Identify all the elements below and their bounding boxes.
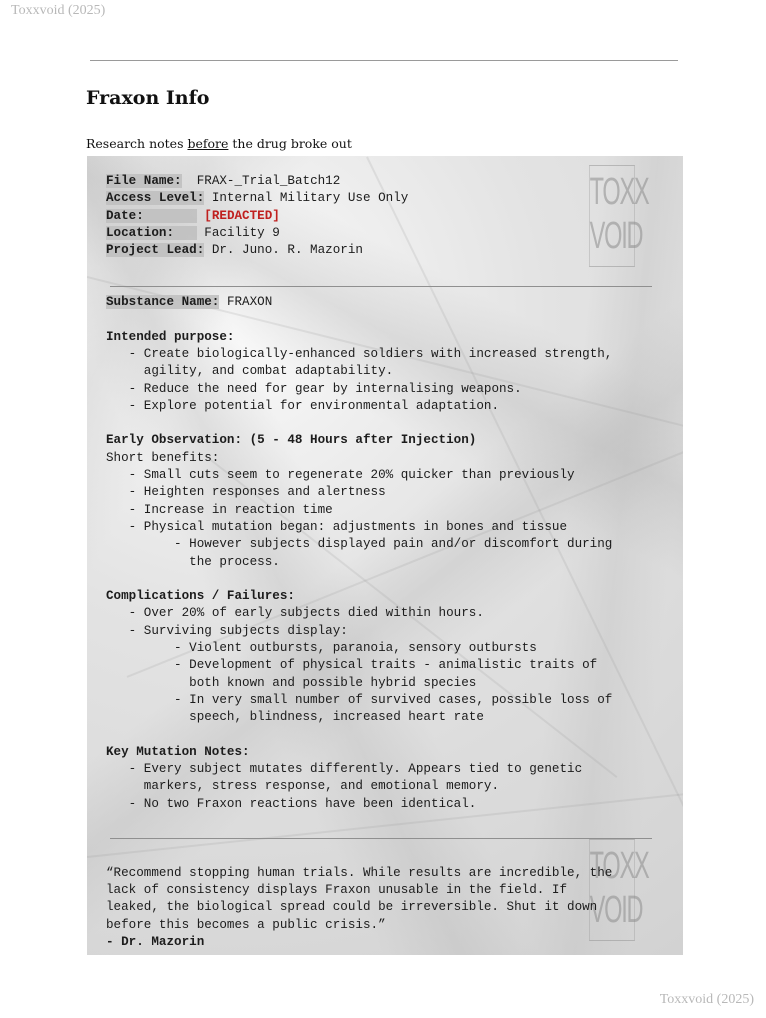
- section-subheading: Short benefits:: [106, 450, 220, 465]
- sub-list-item-continued: speech, blindness, increased heart rate: [189, 710, 484, 725]
- field-project-lead: [106, 242, 612, 259]
- list-item: - Explore potential for environmental adaptation.: [106, 398, 499, 413]
- quote-attribution: - Dr. Mazorin: [106, 935, 205, 950]
- list-item: - Heighten responses and alertness: [106, 485, 386, 500]
- field-label: Location:: [106, 225, 175, 240]
- field-value: FRAXON: [226, 295, 273, 310]
- field-value: Facility 9: [204, 225, 280, 240]
- field-access-level: [106, 190, 612, 207]
- field-label: Substance Name:: [106, 295, 220, 310]
- sub-list-item: - In very small number of survived cases, possible loss of: [106, 692, 613, 707]
- list-item: - Surviving subjects display:: [106, 623, 348, 638]
- list-item-continued: agility, and combat adaptability.: [143, 364, 394, 379]
- stamp-line: VOID: [589, 215, 643, 257]
- watermark-top: Toxxvoid (2025): [11, 3, 106, 18]
- notes-text: [106, 173, 612, 951]
- redacted-value: [REDACTED]: [204, 208, 280, 223]
- sub-list-item: - Development of physical traits - animalistic traits of: [106, 658, 598, 673]
- sub-list-item-continued: both known and possible hybrid species: [189, 675, 477, 690]
- list-item-continued: markers, stress response, and emotional memory.: [143, 779, 499, 794]
- list-item: - Small cuts seem to regenerate 20% quicker than previously: [106, 468, 575, 483]
- field-value: Internal Military Use Only: [211, 191, 409, 206]
- field-value: Dr. Juno. R. Mazorin: [211, 243, 363, 258]
- subtitle-end: the drug broke out: [228, 136, 352, 151]
- quote-line: lack of consistency displays Fraxon unusable in the field. If: [106, 883, 568, 898]
- subtitle: [86, 136, 352, 151]
- stamp-line: TOXX: [589, 171, 649, 213]
- section-heading: Early Observation: (5 - 48 Hours after Injection): [106, 433, 477, 448]
- list-item: - No two Fraxon reactions have been identical.: [106, 796, 477, 811]
- field-label: Project Lead:: [106, 243, 205, 258]
- page-title: Fraxon Info: [86, 87, 210, 109]
- research-notes-paper: [87, 156, 683, 955]
- field-value: FRAX-_Trial_Batch12: [196, 174, 341, 188]
- subtitle-start: Research notes: [86, 136, 188, 151]
- top-divider: [90, 60, 678, 61]
- field-location: [106, 225, 612, 242]
- quote-line: “Recommend stopping human trials. While results are incredible, the: [106, 865, 613, 880]
- sub-list-item-continued: the process.: [189, 554, 280, 569]
- stamp-line: VOID: [589, 889, 643, 931]
- field-date: [106, 208, 612, 225]
- list-item: - Physical mutation began: adjustments in bones and tissue: [106, 519, 568, 534]
- list-item: - Reduce the need for gear by internalising weapons.: [106, 381, 522, 396]
- subtitle-underlined: before: [187, 136, 229, 151]
- stamp-line: TOXX: [589, 845, 649, 887]
- field-label: File Name:: [106, 174, 182, 188]
- sub-list-item: - Violent outbursts, paranoia, sensory outbursts: [106, 641, 537, 656]
- list-item: - Every subject mutates differently. Appears tied to genetic: [106, 762, 583, 777]
- quote-line: leaked, the biological spread could be irreversible. Shut it down: [106, 900, 598, 915]
- quote-line: before this becomes a public crisis.”: [106, 917, 386, 932]
- list-item: - Increase in reaction time: [106, 502, 333, 517]
- field-file-name: [106, 173, 612, 190]
- substance-name: [106, 294, 612, 311]
- list-item: - Over 20% of early subjects died within hours.: [106, 606, 484, 621]
- section-heading: Key Mutation Notes:: [106, 744, 250, 759]
- list-item: - Create biologically-enhanced soldiers with increased strength,: [106, 346, 613, 361]
- field-label: Access Level:: [106, 191, 205, 206]
- section-heading: Intended purpose:: [106, 329, 235, 344]
- field-label: Date:: [106, 208, 144, 223]
- watermark-bottom: Toxxvoid (2025): [659, 992, 754, 1007]
- section-heading: Complications / Failures:: [106, 589, 295, 604]
- sub-list-item: - However subjects displayed pain and/or discomfort during: [106, 537, 613, 552]
